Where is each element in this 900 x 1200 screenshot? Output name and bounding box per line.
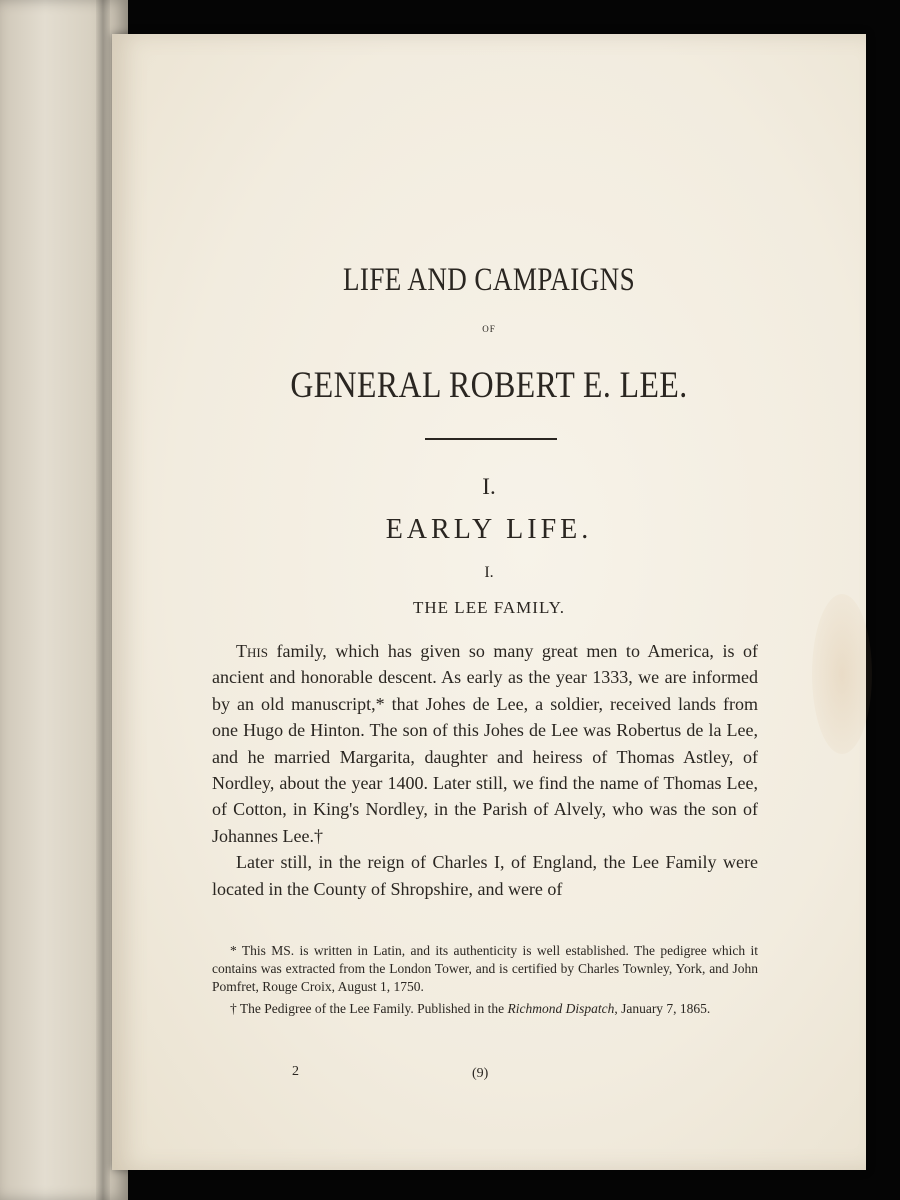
signature-mark: 2 bbox=[292, 1064, 299, 1079]
book-binding-edge bbox=[0, 0, 128, 1200]
part-title: EARLY LIFE. bbox=[385, 514, 593, 545]
part-number: I. bbox=[482, 474, 496, 499]
chapter-number: I. bbox=[484, 564, 494, 581]
paragraph-1-lead-word: This bbox=[236, 641, 268, 661]
footnote-2-newspaper: Richmond Dispatch bbox=[507, 1001, 615, 1016]
book-title-line-1: LIFE AND CAMPAIGNS bbox=[342, 262, 636, 298]
book-page bbox=[112, 34, 866, 1170]
footnote-2 bbox=[212, 1000, 758, 1018]
book-title-line-2: GENERAL ROBERT E. LEE. bbox=[290, 365, 688, 406]
paragraph-2: Later still, in the reign of Charles I, of England, the Lee Family were located in the County of Shropshire, and were of bbox=[212, 852, 758, 899]
footnote-1: * This MS. is written in Latin, and its authenticity is well established. The pedigree which it contains was extracted from the London Tower, and is certified by Charles Townley, York, and John Pomfret, Rouge Croix, August 1, 1750. bbox=[212, 943, 758, 994]
body-text bbox=[212, 638, 758, 902]
page-number: (9) bbox=[472, 1066, 489, 1081]
paragraph-1 bbox=[212, 638, 758, 849]
foxing-stain bbox=[812, 594, 872, 754]
chapter-title: THE LEE FAMILY. bbox=[413, 598, 565, 617]
book-title-of: OF bbox=[482, 324, 496, 334]
footnotes bbox=[212, 942, 758, 1022]
title-divider-rule bbox=[425, 438, 557, 440]
paragraph-1-text: family, which has given so many great men to America, is of ancient and honorable descent. As early as the year 1333, we are informed by an old manuscript,* that Johes de Lee, a soldier, received lands from one Hugo de Hinton. The son of this Johes de Lee was Robertus de la Lee, and he married Margarita, daughter and heiress of Thomas Astley, of Nordley, about the year 1400. Later still, we find the name of Thomas Lee, of Cotton, in King's Nordley, in the Parish of Alvely, who was the son of Johannes Lee.† bbox=[212, 641, 758, 846]
footnote-2-date: , January 7, 1865. bbox=[614, 1001, 711, 1016]
footnote-2-text: † The Pedigree of the Lee Family. Published in the bbox=[230, 1001, 508, 1016]
